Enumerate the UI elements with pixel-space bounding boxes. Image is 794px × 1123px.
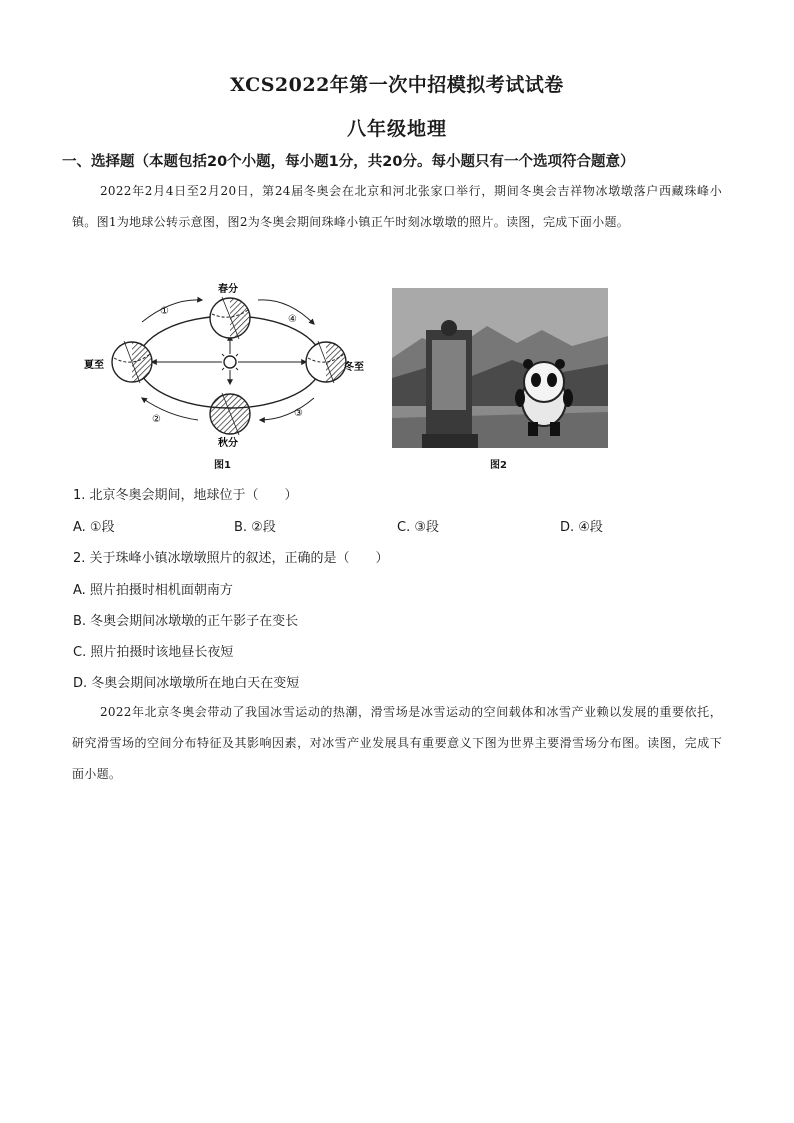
q2-option-a: A. 照片拍摄时相机面朝南方 (73, 583, 233, 598)
photo-scene (392, 288, 608, 448)
arrow-seg2 (142, 398, 198, 420)
q2-option-d: D. 冬奥会期间冰墩墩所在地白天在变短 (73, 676, 300, 691)
stone-monument (422, 320, 478, 448)
label-spring: 春分 (218, 284, 238, 295)
figure-1-caption: 图1 (214, 460, 231, 471)
label-seg4: ④ (288, 314, 297, 325)
q2-option-b: B. 冬奥会期间冰墩墩的正午影子在变长 (73, 614, 299, 629)
q1-option-a: A. ①段 (73, 520, 115, 535)
section-heading: 一、选择题（本题包括20个小题，每小题1分，共20分。每小题只有一个选项符合题意） (62, 154, 635, 170)
label-autumn: 秋分 (218, 438, 238, 449)
label-seg2: ② (152, 414, 161, 425)
label-summer: 夏至 (84, 360, 104, 371)
exam-title: XCS2022年第一次中招模拟考试试卷 (230, 74, 564, 96)
q2-option-c: C. 照片拍摄时该地昼长夜短 (73, 645, 234, 660)
figure-2-photo (392, 288, 608, 448)
q1-option-c: C. ③段 (397, 520, 439, 535)
exam-subtitle: 八年级地理 (346, 118, 447, 140)
arrow-seg3 (260, 398, 314, 420)
figure-1-orbit-diagram (82, 280, 372, 460)
earth-autumn-icon (210, 393, 250, 435)
q1-option-d: D. ④段 (560, 520, 603, 535)
label-seg3: ③ (294, 408, 303, 419)
q1-option-b: B. ②段 (234, 520, 276, 535)
sun-icon (219, 351, 241, 373)
question-2-stem: 2. 关于珠峰小镇冰墩墩照片的叙述，正确的是（ ） (73, 551, 389, 566)
earth-winter-icon (306, 341, 346, 383)
passage-1: 2022年2月4日至2月20日，第24届冬奥会在北京和河北张家口举行，期间冬奥会吉祥物冰墩墩落户西藏珠峰小镇。图1为地球公转示意图，图2为冬奥会期间珠峰小镇正午时刻冰墩墩的照片。读图，完成下面小题。 (72, 184, 722, 229)
question-1-stem: 1. 北京冬奥会期间，地球位于（ ） (73, 488, 298, 503)
figure-2-caption: 图2 (490, 460, 507, 471)
label-winter: 冬至 (344, 362, 364, 373)
arrow-seg1 (142, 300, 202, 322)
label-seg1: ① (160, 306, 169, 317)
earth-spring-icon (210, 297, 250, 339)
passage-2: 2022年北京冬奥会带动了我国冰雪运动的热潮，滑雪场是冰雪运动的空间载体和冰雪产业赖以发展的重要依托，研究滑雪场的空间分布特征及其影响因素，对冰雪产业发展具有重要意义下图为世界主要滑雪场分布图。读图，完成下面小题。 (72, 705, 722, 781)
arrow-seg4 (258, 300, 314, 324)
earth-summer-icon (112, 341, 152, 383)
